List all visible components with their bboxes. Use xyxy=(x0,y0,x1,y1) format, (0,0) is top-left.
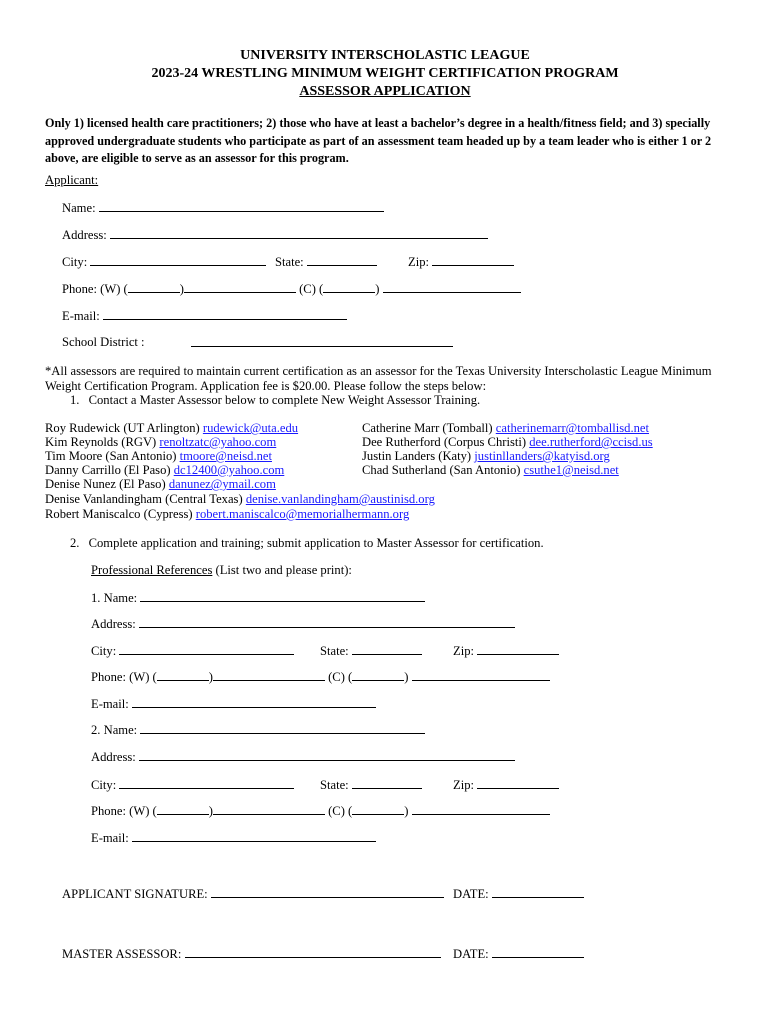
ref2-phone-row xyxy=(91,803,550,819)
applicant-phone-work-number[interactable] xyxy=(184,281,296,293)
references-note: (List two and please print): xyxy=(215,563,352,577)
assessor-name: Danny Carrillo (El Paso) xyxy=(45,463,171,477)
ref2-address-row xyxy=(91,749,515,765)
ref2-phone-label: Phone: (W) ( xyxy=(91,804,157,818)
applicant-signature-row xyxy=(62,886,444,902)
assessor-email-link[interactable]: robert.maniscalco@memorialhermann.org xyxy=(195,507,410,521)
ref2-city-label: City: xyxy=(91,778,117,792)
applicant-name-label: Name: xyxy=(62,201,96,215)
assessor-email-link[interactable]: denise.vanlandingham@austinisd.org xyxy=(245,492,435,506)
master-assessor-item xyxy=(45,492,435,507)
assessor-name: Dee Rutherford (Corpus Christi) xyxy=(362,435,527,449)
master-assessor-item xyxy=(45,421,298,436)
master-assessor-date-label: DATE: xyxy=(453,947,489,961)
assessor-email-link[interactable]: dc12400@yahoo.com xyxy=(173,463,285,477)
assessor-name: Kim Reynolds (RGV) xyxy=(45,435,157,449)
applicant-city-field[interactable] xyxy=(90,254,266,266)
applicant-zip-label: Zip: xyxy=(408,255,429,269)
ref1-email-field[interactable] xyxy=(132,696,376,708)
applicant-phone-work-area[interactable] xyxy=(128,281,180,293)
applicant-address-field[interactable] xyxy=(110,227,488,239)
ref1-state-row xyxy=(320,643,422,659)
assessor-notice: *All assessors are required to maintain current certification as an assessor for the Texas University Interscholastic League Minimum Weight Certification Program. Application fee is $20.00. Please follow the steps below: xyxy=(45,364,712,393)
assessor-name: Denise Vanlandingham (Central Texas) xyxy=(45,492,243,506)
assessor-name: Justin Landers (Katy) xyxy=(362,449,472,463)
ref1-name-label: 1. Name: xyxy=(91,591,138,605)
ref2-phone-work-number[interactable] xyxy=(213,803,325,815)
ref1-phone-cell-area[interactable] xyxy=(352,669,404,681)
eligibility-intro: Only 1) licensed health care practitioners; 2) those who have at least a bachelor’s degree in a health/fitness field; and 3) specially approved undergraduate students who participate as part of an assessment team headed up by a team leader who is either 1 or 2 above, are eligible to serve as an assessor for this program. xyxy=(45,116,712,165)
assessor-email-link[interactable]: rudewick@uta.edu xyxy=(202,421,299,435)
applicant-phone-cell-area[interactable] xyxy=(323,281,375,293)
ref2-name-field[interactable] xyxy=(140,722,425,734)
applicant-date-row xyxy=(453,886,584,902)
applicant-signature-label: APPLICANT SIGNATURE: xyxy=(62,887,208,901)
assessor-email-link[interactable]: dee.rutherford@ccisd.us xyxy=(529,435,653,449)
ref1-phone-row xyxy=(91,669,550,685)
ref1-phone-cell-number[interactable] xyxy=(412,669,550,681)
master-assessor-item xyxy=(362,421,649,436)
ref1-zip-field[interactable] xyxy=(477,643,559,655)
applicant-state-field[interactable] xyxy=(307,254,377,266)
ref1-email-label: E-mail: xyxy=(91,697,129,711)
applicant-phone-cell-label: (C) ( xyxy=(299,282,324,296)
ref1-phone-paren: ) xyxy=(208,670,213,684)
title-league: UNIVERSITY INTERSCHOLASTIC LEAGUE xyxy=(240,48,530,63)
step-1-number: 1. xyxy=(70,393,80,407)
ref2-address-field[interactable] xyxy=(139,749,515,761)
ref2-state-field[interactable] xyxy=(352,777,422,789)
assessor-email-link[interactable]: justinllanders@katyisd.org xyxy=(474,449,610,463)
ref1-phone-label: Phone: (W) ( xyxy=(91,670,157,684)
applicant-heading xyxy=(45,173,98,188)
master-assessor-date-row xyxy=(453,946,584,962)
ref1-phone-work-number[interactable] xyxy=(213,669,325,681)
applicant-district-label: School District : xyxy=(62,335,145,349)
applicant-city-row xyxy=(62,254,266,270)
ref1-address-label: Address: xyxy=(91,617,136,631)
ref2-email-field[interactable] xyxy=(132,830,376,842)
ref1-city-field[interactable] xyxy=(119,643,294,655)
title-application xyxy=(0,84,770,101)
ref2-email-label: E-mail: xyxy=(91,831,129,845)
master-assessor-item xyxy=(45,477,276,492)
applicant-phone-paren: ) xyxy=(179,282,184,296)
step-2 xyxy=(70,536,544,551)
ref1-phone-cell-paren: ) xyxy=(404,670,409,684)
ref1-phone-cell-label: (C) ( xyxy=(328,670,353,684)
assessor-name: Catherine Marr (Tomball) xyxy=(362,421,493,435)
step-2-number: 2. xyxy=(70,536,80,550)
ref1-address-field[interactable] xyxy=(139,616,515,628)
applicant-address-label: Address: xyxy=(62,228,107,242)
assessor-email-link[interactable]: csuthe1@neisd.net xyxy=(523,463,619,477)
applicant-district-field-wrap xyxy=(191,335,453,351)
applicant-email-field[interactable] xyxy=(103,308,347,320)
applicant-date-field[interactable] xyxy=(492,886,584,898)
applicant-signature-field[interactable] xyxy=(211,886,444,898)
master-assessor-item xyxy=(45,435,276,450)
applicant-name-row xyxy=(62,200,384,216)
step-1-text: Contact a Master Assessor below to complete New Weight Assessor Training. xyxy=(88,393,481,407)
ref2-zip-row xyxy=(453,777,559,793)
applicant-zip-field[interactable] xyxy=(432,254,514,266)
ref2-phone-cell-label: (C) ( xyxy=(328,804,353,818)
master-assessor-item xyxy=(362,463,619,478)
references-heading xyxy=(91,563,352,578)
ref1-email-row xyxy=(91,696,376,712)
applicant-state-label: State: xyxy=(275,255,304,269)
ref1-zip-label: Zip: xyxy=(453,644,474,658)
ref2-name-row xyxy=(91,722,425,738)
step-2-text: Complete application and training; submit application to Master Assessor for certification. xyxy=(88,536,544,550)
title-program: 2023-24 WRESTLING MINIMUM WEIGHT CERTIFICATION PROGRAM xyxy=(151,66,619,81)
assessor-email-link[interactable]: danunez@ymail.com xyxy=(168,477,276,491)
applicant-name-field[interactable] xyxy=(99,200,384,212)
assessor-name: Tim Moore (San Antonio) xyxy=(45,449,177,463)
ref2-zip-field[interactable] xyxy=(477,777,559,789)
applicant-state-row xyxy=(275,254,377,270)
applicant-address-row xyxy=(62,227,488,243)
master-assessor-item xyxy=(362,449,610,464)
master-assessor-item xyxy=(45,449,272,464)
ref2-city-row xyxy=(91,777,294,793)
master-assessor-date-field[interactable] xyxy=(492,946,584,958)
master-assessor-signature-row xyxy=(62,946,441,962)
assessor-email-link[interactable]: renoltzatc@yahoo.com xyxy=(159,435,277,449)
ref1-name-row xyxy=(91,590,425,606)
master-assessor-item xyxy=(45,507,409,522)
ref1-phone-work-area[interactable] xyxy=(157,669,209,681)
assessor-email-link[interactable]: tmoore@neisd.net xyxy=(179,449,272,463)
ref2-phone-cell-paren: ) xyxy=(404,804,409,818)
ref1-name-field[interactable] xyxy=(140,590,425,602)
applicant-phone-label: Phone: (W) ( xyxy=(62,282,128,296)
applicant-email-label: E-mail: xyxy=(62,309,100,323)
master-assessor-item xyxy=(362,435,653,450)
master-assessor-signature-field[interactable] xyxy=(185,946,441,958)
applicant-city-label: City: xyxy=(62,255,88,269)
ref2-phone-cell-area[interactable] xyxy=(352,803,404,815)
assessor-name: Robert Maniscalco (Cypress) xyxy=(45,507,193,521)
assessor-email-link[interactable]: catherinemarr@tomballisd.net xyxy=(495,421,649,435)
ref2-phone-work-area[interactable] xyxy=(157,803,209,815)
master-assessor-item xyxy=(45,463,284,478)
applicant-district-field[interactable] xyxy=(191,335,453,347)
assessor-name: Chad Sutherland (San Antonio) xyxy=(362,463,521,477)
assessor-name: Denise Nunez (El Paso) xyxy=(45,477,166,491)
applicant-heading-text: Applicant: xyxy=(45,173,99,187)
ref2-phone-cell-number[interactable] xyxy=(412,803,550,815)
step-1 xyxy=(70,393,480,408)
applicant-email-row xyxy=(62,308,347,324)
ref1-city-label: City: xyxy=(91,644,117,658)
applicant-phone-cell-paren: ) xyxy=(375,282,380,296)
applicant-phone-cell-number[interactable] xyxy=(383,281,521,293)
applicant-phone-row xyxy=(62,281,521,297)
master-assessor-signature-label: MASTER ASSESSOR: xyxy=(62,947,182,961)
ref1-city-row xyxy=(91,643,294,659)
ref1-state-field[interactable] xyxy=(352,643,422,655)
ref1-zip-row xyxy=(453,643,559,659)
ref2-name-label: 2. Name: xyxy=(91,723,138,737)
ref2-state-label: State: xyxy=(320,778,349,792)
ref1-address-row xyxy=(91,616,515,632)
ref2-state-row xyxy=(320,777,422,793)
title-application-text: ASSESSOR APPLICATION xyxy=(299,84,471,99)
applicant-date-label: DATE: xyxy=(453,887,489,901)
ref2-address-label: Address: xyxy=(91,750,136,764)
ref2-city-field[interactable] xyxy=(119,777,294,789)
ref2-zip-label: Zip: xyxy=(453,778,474,792)
assessor-name: Roy Rudewick (UT Arlington) xyxy=(45,421,200,435)
applicant-district-row xyxy=(62,335,145,350)
references-heading-text: Professional References xyxy=(91,563,213,577)
ref1-state-label: State: xyxy=(320,644,349,658)
applicant-zip-row xyxy=(408,254,514,270)
ref2-email-row xyxy=(91,830,376,846)
ref2-phone-paren: ) xyxy=(208,804,213,818)
